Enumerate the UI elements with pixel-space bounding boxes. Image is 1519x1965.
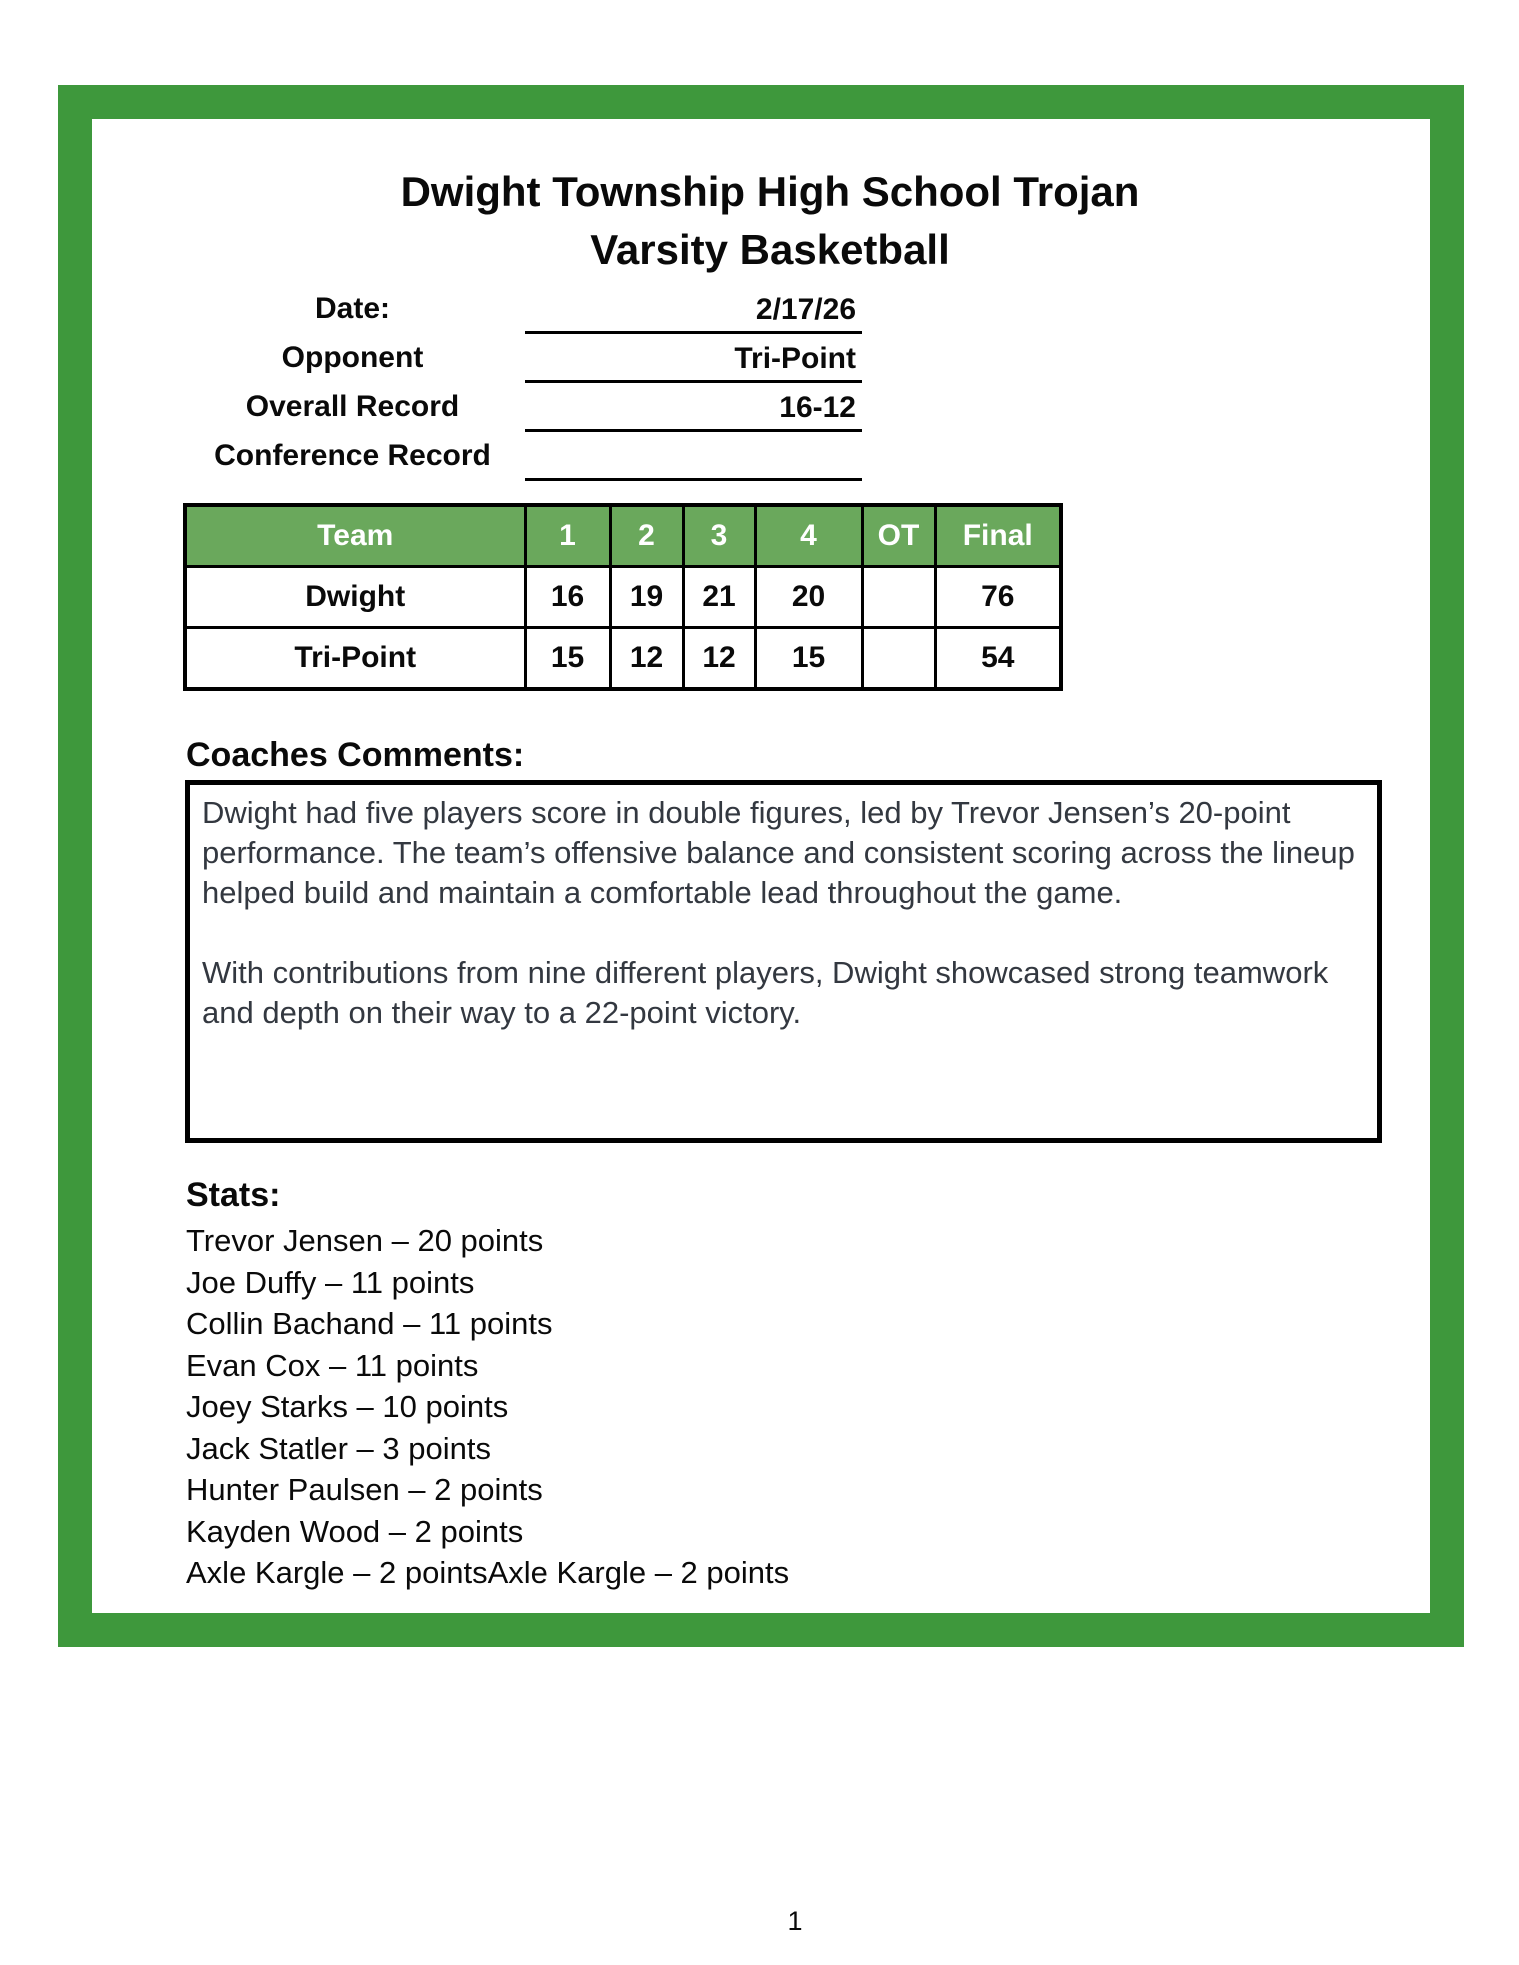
table-row-dwight xyxy=(185,567,1061,628)
score-cell-q4: 15 xyxy=(755,628,862,690)
header-q3: 3 xyxy=(683,505,755,567)
score-cell-q1: 15 xyxy=(525,628,610,690)
date-field xyxy=(525,288,862,334)
header-q1: 1 xyxy=(525,505,610,567)
opponent-value: Tri-Point xyxy=(734,342,856,375)
score-cell-q2: 19 xyxy=(610,567,683,628)
conference-record-field xyxy=(525,435,862,481)
score-cell-q3: 21 xyxy=(683,567,755,628)
score-cell-ot xyxy=(862,567,935,628)
title-line-1: Dwight Township High School Trojan xyxy=(400,168,1140,215)
date-value: 2/17/26 xyxy=(755,293,856,326)
overall-record-field xyxy=(525,386,862,432)
header-q4: 4 xyxy=(755,505,862,567)
overall-record-value: 16-12 xyxy=(779,391,856,424)
page-number: 1 xyxy=(787,1906,803,1936)
header-q2: 2 xyxy=(610,505,683,567)
coaches-comments-box xyxy=(185,780,1382,1143)
stats-list xyxy=(186,1220,1386,1594)
score-cell-final: 54 xyxy=(935,628,1061,690)
score-cell-q3: 12 xyxy=(683,628,755,690)
stat-line: Jack Statler – 3 points xyxy=(186,1430,491,1466)
stat-line: Joey Starks – 10 points xyxy=(186,1389,509,1424)
team-name-cell: Tri-Point xyxy=(185,628,525,690)
form-row-opponent xyxy=(0,337,1519,386)
form-row-date xyxy=(0,288,1519,337)
conference-record-label: Conference Record xyxy=(214,439,491,472)
opponent-field xyxy=(525,337,862,383)
score-cell-ot xyxy=(862,628,935,690)
score-table-header-row xyxy=(185,505,1061,567)
stat-line: Evan Cox – 11 points xyxy=(186,1347,479,1383)
score-table xyxy=(183,503,1063,691)
stat-line: Trevor Jensen – 20 points xyxy=(186,1223,544,1258)
coaches-comments-heading: Coaches Comments: xyxy=(186,736,525,774)
title-line-2: Varsity Basketball xyxy=(590,226,950,273)
score-cell-q1: 16 xyxy=(525,567,610,628)
comments-paragraph-2: With contributions from nine different players, Dwight showcased strong teamwork and depth on their way to a 22-point victory. xyxy=(202,955,1329,1030)
score-cell-final: 76 xyxy=(935,567,1061,628)
header-ot: OT xyxy=(862,505,935,567)
date-label: Date: xyxy=(314,292,390,325)
game-info-form xyxy=(0,288,1519,484)
stat-line: Kayden Wood – 2 points xyxy=(186,1513,524,1549)
overall-record-label: Overall Record xyxy=(245,390,460,423)
stat-line: Hunter Paulsen – 2 points xyxy=(186,1472,543,1507)
form-row-conference-record xyxy=(0,435,1519,484)
header-final: Final xyxy=(935,505,1061,567)
stat-line: Collin Bachand – 11 points xyxy=(186,1306,553,1341)
comments-paragraph-1: Dwight had five players score in double figures, led by Trevor Jensen’s 20-point performance. The team’s offensive balance and consistent scoring across the lineup helped build and maintain a comfortable lead throughout the game. xyxy=(202,795,1355,910)
stat-line: Axle Kargle – 2 pointsAxle Kargle – 2 points xyxy=(186,1555,790,1590)
stats-heading: Stats: xyxy=(186,1176,281,1214)
opponent-label: Opponent xyxy=(281,341,424,374)
form-row-overall-record xyxy=(0,386,1519,435)
conference-record-value xyxy=(856,474,862,478)
header-team: Team xyxy=(185,505,525,567)
score-cell-q4: 20 xyxy=(755,567,862,628)
table-row-tri-point xyxy=(185,628,1061,690)
score-cell-q2: 12 xyxy=(610,628,683,690)
stat-line: Joe Duffy – 11 points xyxy=(186,1264,475,1300)
page-title xyxy=(100,163,1440,279)
team-name-cell: Dwight xyxy=(185,567,525,628)
